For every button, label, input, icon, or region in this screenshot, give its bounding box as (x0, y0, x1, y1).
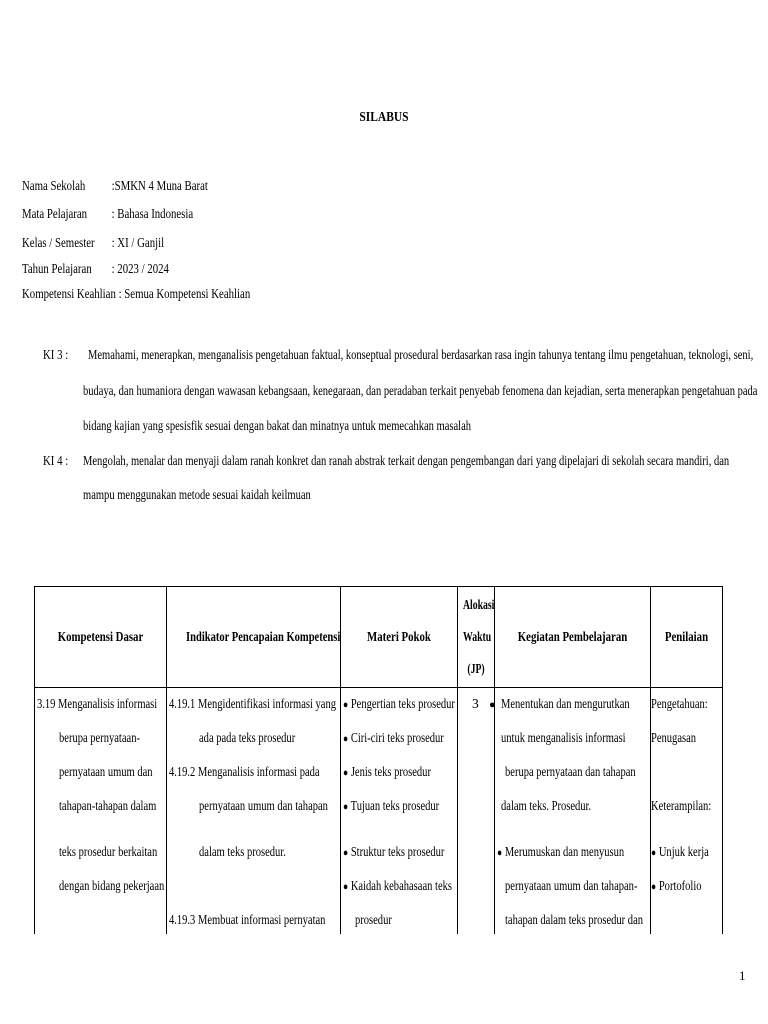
kd-line: pernyataan umum dan (59, 764, 153, 779)
cell-alokasi-waktu (458, 688, 495, 935)
header-materi-pokok: Materi Pokok (341, 587, 458, 688)
meta-row-school (22, 178, 208, 194)
kd-line: teks prosedur berkaitan (59, 844, 158, 859)
ipk-line: 4.19.3 Membuat informasi pernyatan (169, 912, 326, 927)
header-penilaian: Penilaian (651, 587, 723, 688)
kegiatan-item: ● Merumuskan dan menyusun (497, 844, 625, 859)
bullet-icon: ● (343, 881, 349, 893)
bullet-icon: ● (343, 733, 349, 745)
kegiatan-line: pernyataan umum dan tahapan- (505, 878, 638, 893)
ki3-line: bidang kajian yang spesisfik sesuai dengan bakat dan minatnya untuk memecahkan masalah (83, 418, 472, 433)
ki3-line: Memahami, menerapkan, menganalisis pengetahuan faktual, konseptual prosedural berdasarkan rasa ingin tahunya tentang ilmu pengetahuan, teknologi, seni, (88, 347, 754, 362)
meta-value: : XI / Ganjil (111, 235, 165, 250)
meta-row-year (22, 261, 169, 277)
ki4-line: mampu menggunakan metode sesuai kaidah keilmuan (83, 487, 311, 502)
kd-line: tahapan-tahapan dalam (59, 798, 157, 813)
meta-row-subject (22, 206, 193, 222)
page-title: SILABUS (359, 110, 409, 125)
ki3-label: KI 3 : (43, 347, 69, 362)
header-alokasi-waktu: Alokasi Waktu (JP) (458, 587, 495, 688)
penilaian-line: Penugasan (651, 730, 697, 745)
materi-item: ● Jenis teks prosedur (343, 764, 431, 779)
bullet-icon: ● (343, 767, 349, 779)
penilaian-item: ● Unjuk kerja (651, 844, 709, 859)
header-kompetensi-dasar: Kompetensi Dasar (35, 587, 167, 688)
bullet-icon: ● (651, 881, 657, 893)
cell-materi-pokok (341, 688, 458, 935)
materi-item: ● Kaidah kebahasaan teks (343, 878, 452, 893)
alokasi-value: 3 (472, 696, 479, 711)
materi-item: ● Ciri-ciri teks prosedur (343, 730, 444, 745)
syllabus-table (34, 586, 723, 934)
cell-kegiatan (495, 688, 651, 935)
ipk-line: 4.19.1 Mengidentifikasi informasi yang (169, 696, 336, 711)
ipk-line: ada pada teks prosedur (199, 730, 296, 745)
bullet-icon: ● (489, 699, 496, 711)
materi-item: ● Struktur teks prosedur (343, 844, 445, 859)
meta-row-class (22, 235, 164, 251)
table-header-row (35, 587, 723, 688)
bullet-icon: ● (497, 847, 503, 859)
kd-line: dengan bidang pekerjaan (59, 878, 165, 893)
cell-indikator (167, 688, 341, 935)
ipk-line: pernyataan umum dan tahapan (199, 798, 328, 813)
page-number: 1 (739, 968, 746, 983)
materi-item: ● Pengertian teks prosedur (343, 696, 455, 711)
penilaian-item: ● Portofolio (651, 878, 702, 893)
kegiatan-line: dalam teks. Prosedur. (501, 798, 592, 813)
penilaian-line: Pengetahuan: (651, 696, 708, 711)
meta-label: Mata Pelajaran (22, 206, 88, 221)
ipk-line: dalam teks prosedur. (199, 844, 286, 859)
ki4-line: Mengolah, menalar dan menyaji dalam ranah konkret dan ranah abstrak terkait dengan pengembangan dari yang dipelajari di sekolah secara mandiri, dan (83, 453, 730, 468)
meta-label: Kompetensi Keahlian (22, 286, 116, 301)
ipk-line: 4.19.2 Menganalisis informasi pada (169, 764, 320, 779)
ki4-label: KI 4 : (43, 453, 69, 468)
kegiatan-line: berupa pernyataan dan tahapan (505, 764, 636, 779)
meta-label: Tahun Pelajaran (22, 261, 92, 276)
header-kegiatan: Kegiatan Pembelajaran (495, 587, 651, 688)
cell-penilaian (651, 688, 723, 935)
meta-row-competency (22, 286, 250, 302)
bullet-icon: ● (343, 847, 349, 859)
table-row (35, 688, 723, 935)
meta-value: :SMKN 4 Muna Barat (111, 178, 208, 193)
bullet-icon: ● (343, 801, 349, 813)
meta-label: Nama Sekolah (22, 178, 86, 193)
bullet-icon: ● (651, 847, 657, 859)
header-indikator: Indikator Pencapaian Kompetensi (167, 587, 341, 688)
ki3-line: budaya, dan humaniora dengan wawasan kebangsaan, kenegaraan, dan peradaban terkait penyebab fenomena dan kejadian, serta menerapkan pengetahuan pada (83, 383, 758, 398)
kd-line: 3.19 Menganalisis informasi (37, 696, 158, 711)
kegiatan-line: untuk menganalisis informasi (501, 730, 626, 745)
meta-value: : Semua Kompetensi Keahlian (118, 286, 251, 301)
bullet-icon: ● (343, 699, 349, 711)
kegiatan-line: tahapan dalam teks prosedur dan (505, 912, 644, 927)
materi-item-cont: prosedur (355, 912, 392, 927)
cell-kompetensi-dasar (35, 688, 167, 935)
penilaian-line: Keterampilan: (651, 798, 712, 813)
meta-value: : 2023 / 2024 (111, 261, 169, 276)
meta-label: Kelas / Semester (22, 235, 95, 250)
kd-line: berupa pernyataan- (59, 730, 140, 745)
materi-item: ● Tujuan teks prosedur (343, 798, 440, 813)
meta-value: : Bahasa Indonesia (111, 206, 194, 221)
kegiatan-line: Menentukan dan mengurutkan (501, 696, 630, 711)
